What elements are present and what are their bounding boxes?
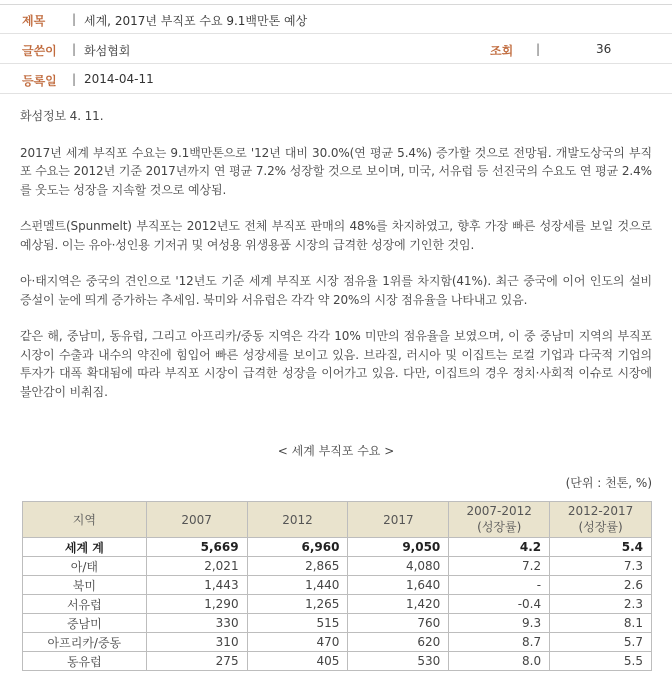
value-cell: 1,443 [146,576,247,595]
value-cell: 275 [146,652,247,671]
paragraph: 2017년 세계 부직포 수요는 9.1백만톤으로 '12년 대비 30.0%(연 평균 5.4%) 증가할 것으로 전망됨. 개발도상국의 부직포 수요는 2012년 기준 2017년까지 연 평균 7.2% 성장할 것으로 보이며, 미국, 서유럽 등 선진국의 수요도 연 평균 2.4%를 웃도는 성장을 지속할 것으로 예상됨. [20,145,652,197]
value-cell: 330 [146,614,247,633]
region-cell: 세계 계 [23,538,147,557]
region-cell: 중남미 [23,614,147,633]
region-cell: 서유럽 [23,595,147,614]
column-header-title: 2012-2017 [567,504,634,518]
value-cell: 8.7 [449,633,550,652]
author-separator: | [72,42,77,56]
value-cell: 8.1 [550,614,652,633]
meta-divider [0,63,672,64]
value-cell: 515 [247,614,348,633]
author-label: 글쓴이 [22,44,57,58]
meta-author-row [0,35,672,64]
table-header-row [23,502,652,538]
title-label: 제목 [22,14,46,28]
date-label: 등록일 [22,74,57,88]
region-cell: 동유럽 [23,652,147,671]
column-header-sub: (성장률) [578,520,623,534]
value-cell: 470 [247,633,348,652]
value-cell: 8.0 [449,652,550,671]
page-title: 세계, 2017년 부직포 수요 9.1백만톤 예상 [84,14,308,28]
meta-divider [0,33,672,34]
value-cell: 5.5 [550,652,652,671]
views-label: 조회 [490,44,514,58]
value-cell: 530 [348,652,449,671]
table-row [23,576,652,595]
value-cell: 6,960 [247,538,348,557]
column-header: 2007 [146,502,247,538]
meta-divider [0,93,672,94]
value-cell: 1,265 [247,595,348,614]
paragraph: 스펀멜트(Spunmelt) 부직포는 2012년도 전체 부직포 판매의 48%를 차지하였고, 향후 가장 빠른 성장세를 보일 것으로 예상됨. 이는 유아·성인용 기저귀 및 여성용 위생용품 시장의 급격한 성장에 기인한 것임. [20,219,652,252]
value-cell: 310 [146,633,247,652]
value-cell: 9,050 [348,538,449,557]
date-value: 2014-04-11 [84,72,154,86]
date-separator: | [72,72,77,86]
value-cell: 4,080 [348,557,449,576]
value-cell: 5.7 [550,633,652,652]
table-row [23,652,652,671]
title-separator: | [72,12,77,26]
paragraph: 같은 해, 중남미, 동유럽, 그리고 아프리카/중동 지역은 각각 10% 미만의 점유율을 보였으며, 이 중 중남미 지역의 부직포 시장이 수출과 내수의 약진에 힘입어 빠른 성장세를 보이고 있음. 브라질, 러시아 및 이집트는 로컬 기업과 다국적 기업의 투자가 대폭 확대됨에 따라 부직포 시장이 급격한 성장을 이어가고 있음. 다만, 이집트의 경우 정치·사회적 이슈로 시장에 불안감이 비춰짐. [20,329,652,399]
table-row [23,557,652,576]
value-cell: 7.2 [449,557,550,576]
demand-table [22,501,652,671]
table-total-row [23,538,652,557]
value-cell: 405 [247,652,348,671]
value-cell: 2,865 [247,557,348,576]
source-line: 화섬정보 4. 11. [20,109,104,123]
value-cell: 620 [348,633,449,652]
views-separator: | [536,42,541,56]
views-count: 36 [596,42,612,56]
meta-title-row [0,5,672,34]
value-cell: 760 [348,614,449,633]
value-cell: 1,290 [146,595,247,614]
value-cell: 1,440 [247,576,348,595]
column-header-sub: (성장률) [477,520,522,534]
table-unit: (단위 : 천톤, %) [565,476,652,490]
value-cell: - [449,576,550,595]
value-cell: 7.3 [550,557,652,576]
author-value: 화섬협회 [84,44,131,58]
value-cell: 5.4 [550,538,652,557]
column-header: 지역 [23,502,147,538]
table-row [23,614,652,633]
article-body [20,107,652,419]
table-row [23,633,652,652]
value-cell: 5,669 [146,538,247,557]
region-cell: 아/태 [23,557,147,576]
column-header [550,502,652,538]
value-cell: 2,021 [146,557,247,576]
column-header: 2012 [247,502,348,538]
meta-date-row [0,65,672,94]
column-header [449,502,550,538]
value-cell: 1,420 [348,595,449,614]
value-cell: 1,640 [348,576,449,595]
table-row [23,595,652,614]
region-cell: 북미 [23,576,147,595]
value-cell: -0.4 [449,595,550,614]
value-cell: 2.6 [550,576,652,595]
table-caption: < 세계 부직포 수요 > [277,444,395,458]
column-header: 2017 [348,502,449,538]
region-cell: 아프리카/중동 [23,633,147,652]
column-header-title: 2007-2012 [466,504,532,518]
paragraph: 아·태지역은 중국의 견인으로 '12년도 기준 세계 부직포 시장 점유율 1위를 차지함(41%). 최근 중국에 이어 인도의 설비 증설이 눈에 띄게 증가하는 추세임. 북미와 서유럽은 각각 약 20%의 시장 점유율을 나타내고 있음. [20,274,652,307]
value-cell: 2.3 [550,595,652,614]
value-cell: 9.3 [449,614,550,633]
value-cell: 4.2 [449,538,550,557]
